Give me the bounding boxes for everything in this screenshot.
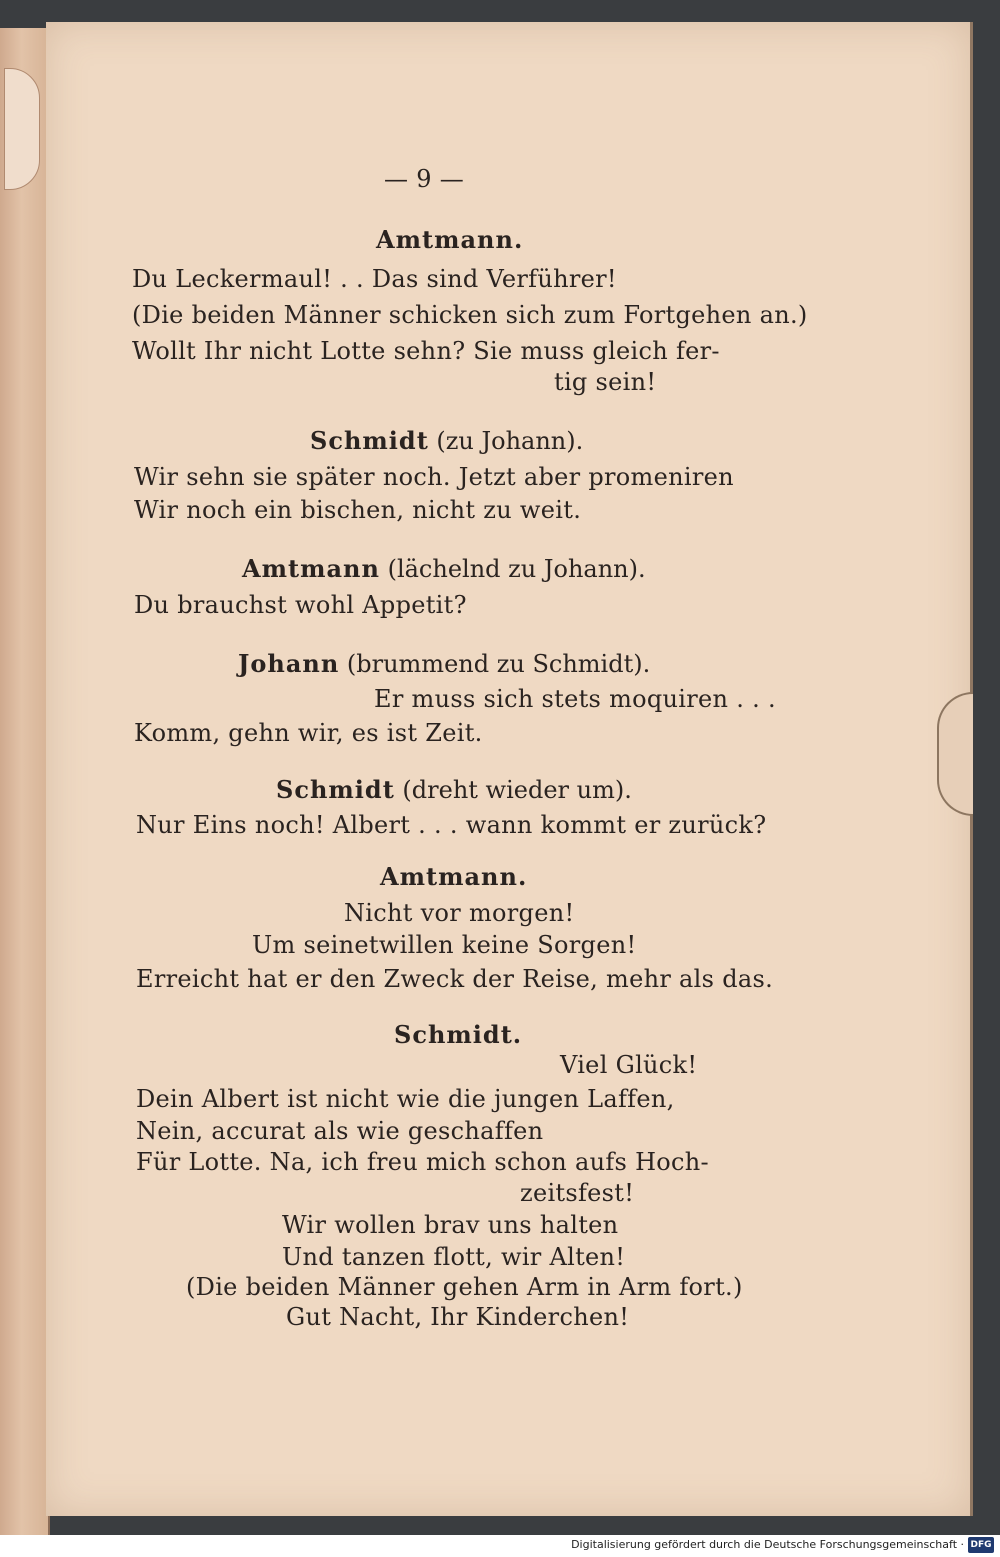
text-line: Nein, accurat als wie geschaffen [136,1117,544,1145]
text-line: Komm, gehn wir, es ist Zeit. [134,719,483,747]
previous-page-edge [0,28,50,1535]
text-line: Wir sehn sie später noch. Jetzt aber promeniren [134,463,734,491]
text-line: Und tanzen flott, wir Alten! [282,1243,626,1271]
book-page [46,22,973,1516]
text-line: zeitsfest! [520,1179,635,1207]
text-line: Du brauchst wohl Appetit? [134,591,467,619]
text-line: Für Lotte. Na, ich freu mich schon aufs Hoch- [136,1148,709,1176]
page-curl [4,68,40,190]
text-line: Wir noch ein bischen, nicht zu weit. [134,496,582,524]
speaker-heading: Schmidt. [394,1020,523,1049]
text-line: Wollt Ihr nicht Lotte sehn? Sie muss gleich fer- [132,337,720,365]
page-number: — 9 — [384,165,465,193]
speaker-heading: Schmidt (dreht wieder um). [276,775,632,804]
dfg-logo: DFG [968,1537,994,1553]
text-line: Wir wollen brav uns halten [282,1211,619,1239]
speaker-heading: Amtmann. [380,862,528,891]
speaker-heading: Johann (brummend zu Schmidt). [238,649,651,678]
speaker-heading: Amtmann (lächelnd zu Johann). [242,554,646,583]
footer-bar [0,1535,1000,1557]
stage-direction: (Die beiden Männer schicken sich zum Fortgehen an.) [132,301,808,329]
speaker-heading: Amtmann. [376,225,524,254]
stage-direction: (Die beiden Männer gehen Arm in Arm fort.) [186,1273,743,1301]
text-line: Nur Eins noch! Albert . . . wann kommt er zurück? [136,811,767,839]
speaker-heading: Schmidt (zu Johann). [310,426,584,455]
footer-credit: Digitalisierung gefördert durch die Deutsche Forschungsgemeinschaft · [571,1538,964,1551]
text-line: Dein Albert ist nicht wie die jungen Laffen, [136,1085,675,1113]
text-line: Gut Nacht, Ihr Kinderchen! [286,1303,630,1331]
text-line: Er muss sich stets moquiren . . . [374,685,776,713]
text-line: tig sein! [554,368,657,396]
page-text [46,22,970,1516]
text-line: Erreicht hat er den Zweck der Reise, mehr als das. [136,965,774,993]
text-line: Nicht vor morgen! [344,899,575,927]
text-line: Um seinetwillen keine Sorgen! [252,931,637,959]
text-line: Viel Glück! [560,1051,698,1079]
text-line: Du Leckermaul! . . Das sind Verführer! [132,265,617,293]
